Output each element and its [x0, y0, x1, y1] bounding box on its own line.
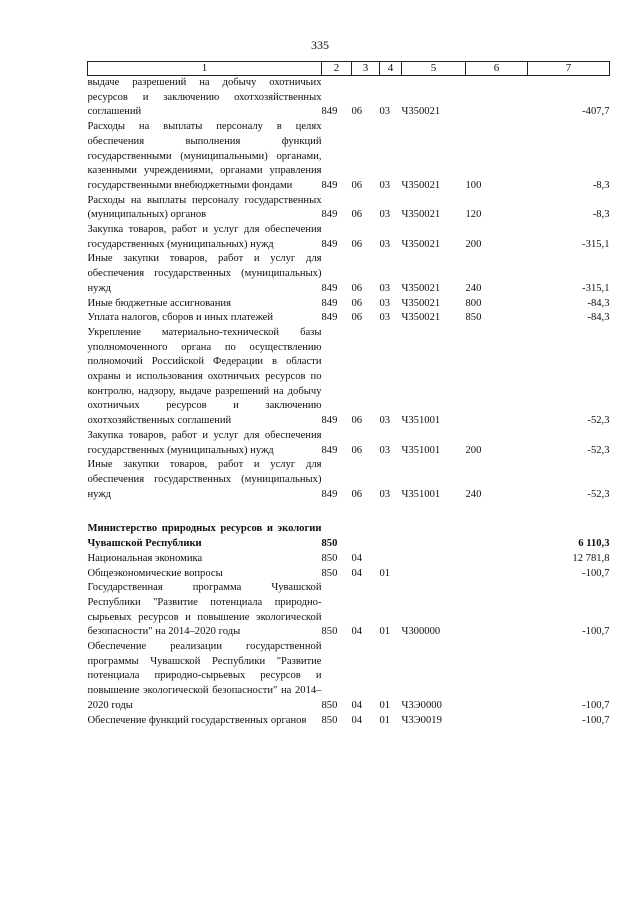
- table-row: [88, 76, 610, 121]
- header-col-1: 1: [88, 62, 322, 76]
- subsection-code-cell: 01: [379, 567, 391, 579]
- section-code-cell: 06: [351, 444, 363, 456]
- expense-type-code-cell: 800: [465, 297, 482, 309]
- amount-cell: -8,3: [592, 179, 610, 191]
- section-code-cell: [352, 522, 380, 551]
- amount-cell: 12 781,8: [572, 552, 610, 564]
- item-name-cell: Уплата налогов, сборов и иных платежей: [87, 312, 274, 324]
- ministry-code-cell: 849: [321, 179, 338, 191]
- item-name-cell: Укрепление материально-технической базы уполномоченного органа по осуществлению полномочий Российской Федерации в области охраны и использования охотничьих ресурсов по контролю, надзору, выдаче разрешений на добычу охотничьих ресурсов и заключению охотхозяйственных соглашений: [87, 326, 322, 427]
- section-code-cell: 06: [351, 209, 363, 221]
- section-code-cell: 06: [351, 179, 363, 191]
- table-row: [88, 567, 610, 582]
- item-name-cell: Иные закупки товаров, работ и услуг для обеспечения государственных (муниципальных) нужд: [87, 253, 322, 294]
- amount-cell: -100,7: [582, 567, 610, 579]
- subsection-code-cell: 03: [379, 179, 391, 191]
- item-name-cell: Обеспечение реализации государственной программы Чувашской Республики "Развитие потенциала природно-сырьевых ресурсов и повышение экологической безопасности" на 2014–2020 годы: [87, 641, 322, 711]
- subsection-code-cell: 03: [379, 106, 391, 118]
- amount-cell: -8,3: [592, 209, 610, 221]
- subsection-code-cell: 03: [379, 488, 391, 500]
- target-article-code-cell: Ч350021: [401, 312, 441, 324]
- section-code-cell: 04: [351, 626, 363, 638]
- expense-type-code-cell: 200: [465, 238, 482, 250]
- expense-type-code-cell: [466, 326, 528, 429]
- section-code-cell: 06: [351, 415, 363, 427]
- table-row: [88, 458, 610, 502]
- target-article-code-cell: Ч3Э0019: [401, 714, 442, 726]
- expense-type-code-cell: [466, 714, 528, 729]
- expense-type-code-cell: 240: [465, 488, 482, 500]
- header-col-4: 4: [380, 62, 402, 76]
- expense-type-code-cell: [466, 522, 528, 551]
- item-name-cell: Министерство природных ресурсов и экологии Чувашской Республики: [87, 523, 322, 550]
- subsection-code-cell: 03: [379, 444, 391, 456]
- table-row: [88, 326, 610, 429]
- section-code-cell: 06: [351, 282, 363, 294]
- ministry-code-cell: 849: [321, 209, 338, 221]
- budget-table: [87, 61, 610, 728]
- section-code-cell: 06: [351, 106, 363, 118]
- section-code-cell: 04: [351, 699, 363, 711]
- table-row: [88, 223, 610, 252]
- amount-cell: -84,3: [587, 312, 610, 324]
- table-row: [88, 552, 610, 567]
- ministry-code-cell: 849: [321, 106, 338, 118]
- target-article-code-cell: [402, 567, 466, 582]
- amount-cell: 6 110,3: [578, 538, 610, 550]
- table-row: [88, 252, 610, 296]
- expense-type-code-cell: [466, 640, 528, 714]
- ministry-code-cell: 849: [321, 297, 338, 309]
- table-row: [88, 194, 610, 223]
- table-row: [88, 297, 610, 312]
- target-article-code-cell: Ч351001: [401, 415, 441, 427]
- amount-cell: -315,1: [582, 238, 610, 250]
- header-col-7: 7: [528, 62, 610, 76]
- target-article-code-cell: [402, 552, 466, 567]
- item-name-cell: Иные закупки товаров, работ и услуг для обеспечения государственных (муниципальных) нужд: [87, 459, 322, 500]
- expense-type-code-cell: [466, 567, 528, 582]
- item-name-cell: Обеспечение функций государственных органов: [87, 714, 307, 726]
- table-row: [88, 120, 610, 194]
- table-row: [88, 714, 610, 729]
- table-row: [88, 581, 610, 640]
- ministry-code-cell: 850: [321, 552, 338, 564]
- section-code-cell: 06: [351, 488, 363, 500]
- section-code-cell: 04: [351, 567, 363, 579]
- table-row: [88, 640, 610, 714]
- subsection-code-cell: 01: [379, 626, 391, 638]
- target-article-code-cell: Ч351001: [401, 488, 441, 500]
- target-article-code-cell: Ч300000: [401, 626, 441, 638]
- section-code-cell: 04: [351, 714, 363, 726]
- table-row: [88, 522, 610, 551]
- ministry-code-cell: 849: [321, 282, 338, 294]
- ministry-code-cell: 849: [321, 444, 338, 456]
- item-name-cell: Национальная экономика: [87, 552, 203, 564]
- ministry-code-cell: 850: [321, 714, 338, 726]
- target-article-code-cell: [402, 522, 466, 551]
- section-code-cell: 06: [351, 238, 363, 250]
- expense-type-code-cell: 200: [465, 444, 482, 456]
- amount-cell: -100,7: [582, 699, 610, 711]
- subsection-code-cell: 03: [379, 238, 391, 250]
- subsection-code-cell: 03: [379, 209, 391, 221]
- ministry-code-cell: 850: [321, 699, 338, 711]
- item-name-cell: Расходы на выплаты персоналу в целях обеспечения выполнения функций государственными (муниципальными) органами, казенными учреждениями, органами управления государственными внебюджетными фондами: [87, 121, 322, 191]
- subsection-code-cell: 03: [379, 415, 391, 427]
- target-article-code-cell: Ч350021: [401, 179, 441, 191]
- target-article-code-cell: Ч350021: [401, 209, 441, 221]
- amount-cell: -52,3: [587, 444, 610, 456]
- header-col-6: 6: [466, 62, 528, 76]
- expense-type-code-cell: [466, 76, 528, 121]
- ministry-code-cell: 849: [321, 238, 338, 250]
- target-article-code-cell: Ч351001: [401, 444, 441, 456]
- page-number: 335: [311, 38, 329, 52]
- section-code-cell: 04: [351, 552, 363, 564]
- amount-cell: -100,7: [582, 714, 610, 726]
- amount-cell: -52,3: [587, 415, 610, 427]
- item-name-cell: Закупка товаров, работ и услуг для обеспечения государственных (муниципальных) нужд: [87, 224, 322, 250]
- item-name-cell: Закупка товаров, работ и услуг для обеспечения государственных (муниципальных) нужд: [87, 429, 322, 456]
- expense-type-code-cell: [466, 552, 528, 567]
- spacer-cell: [88, 502, 610, 522]
- ministry-code-cell: 849: [321, 312, 338, 324]
- expense-type-code-cell: [466, 581, 528, 640]
- subsection-code-cell: 03: [379, 312, 391, 324]
- header-col-3: 3: [352, 62, 380, 76]
- item-name-cell: Расходы на выплаты персоналу государственных (муниципальных) органов: [87, 194, 322, 221]
- expense-type-code-cell: 850: [465, 312, 482, 324]
- subsection-code-cell: 01: [379, 714, 391, 726]
- subsection-code-cell: [380, 522, 402, 551]
- subsection-code-cell: 03: [379, 282, 391, 294]
- table-header: [88, 62, 610, 76]
- target-article-code-cell: Ч350021: [401, 297, 441, 309]
- amount-cell: -84,3: [587, 297, 610, 309]
- header-col-2: 2: [322, 62, 352, 76]
- ministry-code-cell: 849: [321, 488, 338, 500]
- item-name-cell: Общеэкономические вопросы: [87, 567, 223, 579]
- amount-cell: -52,3: [587, 488, 610, 500]
- target-article-code-cell: Ч350021: [401, 282, 441, 294]
- header-col-5: 5: [402, 62, 466, 76]
- section-code-cell: 06: [351, 312, 363, 324]
- table-row: [88, 429, 610, 458]
- ministry-code-cell: 850: [321, 538, 338, 550]
- subsection-code-cell: 01: [379, 699, 391, 711]
- amount-cell: -315,1: [582, 282, 610, 294]
- item-name-cell: выдаче разрешений на добычу охотничьих ресурсов и заключению охотхозяйственных соглашений: [87, 77, 322, 118]
- ministry-code-cell: 850: [321, 567, 338, 579]
- target-article-code-cell: Ч350021: [401, 106, 441, 118]
- spacer-row: [88, 502, 610, 522]
- target-article-code-cell: Ч3Э0000: [401, 699, 442, 711]
- item-name-cell: Иные бюджетные ассигнования: [87, 297, 231, 309]
- table-body: [88, 76, 610, 729]
- ministry-code-cell: 849: [321, 415, 338, 427]
- amount-cell: -100,7: [582, 626, 610, 638]
- item-name-cell: Государственная программа Чувашской Республики "Развитие потенциала природно-сырьевых ресурсов и повышение экологической безопасности" на 2014–2020 годы: [87, 582, 322, 638]
- ministry-code-cell: 850: [321, 626, 338, 638]
- subsection-code-cell: [380, 552, 402, 567]
- target-article-code-cell: Ч350021: [401, 238, 441, 250]
- section-code-cell: 06: [351, 297, 363, 309]
- expense-type-code-cell: 120: [465, 209, 482, 221]
- subsection-code-cell: 03: [379, 297, 391, 309]
- header-row: [88, 62, 610, 76]
- amount-cell: -407,7: [582, 106, 610, 118]
- table-row: [88, 311, 610, 326]
- expense-type-code-cell: 100: [465, 179, 482, 191]
- expense-type-code-cell: 240: [465, 282, 482, 294]
